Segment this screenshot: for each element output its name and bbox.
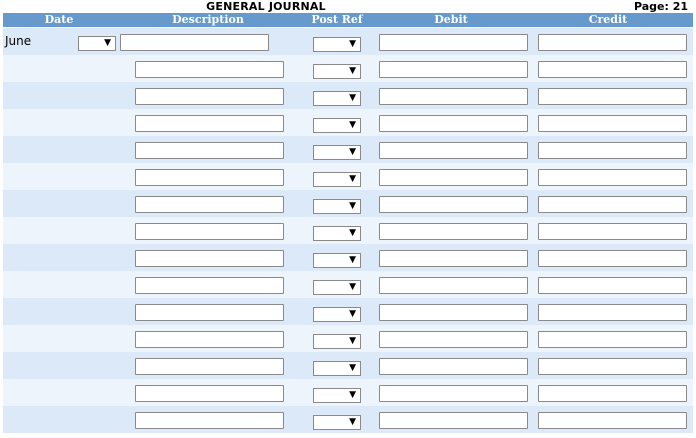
description-field[interactable]	[135, 250, 284, 267]
description-field[interactable]	[120, 34, 269, 51]
post-ref-select[interactable]	[313, 199, 361, 214]
column-header-debit: Debit	[434, 13, 468, 26]
journal-row	[3, 325, 693, 352]
journal-row	[3, 109, 693, 136]
description-field[interactable]	[135, 358, 284, 375]
journal-row	[3, 271, 693, 298]
credit-field[interactable]	[538, 196, 687, 213]
journal-rows	[3, 28, 693, 433]
title-bar	[0, 0, 696, 13]
column-header-credit: Credit	[588, 13, 628, 26]
description-field[interactable]	[135, 385, 284, 402]
description-field[interactable]	[135, 223, 284, 240]
column-header-description: Description	[172, 13, 244, 26]
column-header-post-ref: Post Ref	[311, 13, 363, 26]
post-ref-select[interactable]	[313, 307, 361, 322]
chevron-down-icon: ▼	[349, 309, 356, 319]
journal-title: GENERAL JOURNAL	[206, 0, 326, 13]
chevron-down-icon: ▼	[349, 228, 356, 238]
journal-row	[3, 55, 693, 82]
description-field[interactable]	[135, 61, 284, 78]
debit-field[interactable]	[379, 88, 528, 105]
column-header-date: Date	[44, 13, 74, 26]
month-label: June	[5, 34, 32, 48]
debit-field[interactable]	[379, 115, 528, 132]
post-ref-select[interactable]	[313, 172, 361, 187]
chevron-down-icon: ▼	[349, 147, 356, 157]
debit-field[interactable]	[379, 34, 528, 51]
credit-field[interactable]	[538, 115, 687, 132]
credit-field[interactable]	[538, 385, 687, 402]
chevron-down-icon: ▼	[349, 363, 356, 373]
journal-row	[3, 82, 693, 109]
post-ref-select[interactable]	[313, 280, 361, 295]
credit-field[interactable]	[538, 142, 687, 159]
journal-row	[3, 352, 693, 379]
credit-field[interactable]	[538, 169, 687, 186]
chevron-down-icon: ▼	[349, 390, 356, 400]
credit-field[interactable]	[538, 277, 687, 294]
post-ref-select[interactable]	[313, 226, 361, 241]
debit-field[interactable]	[379, 169, 528, 186]
description-field[interactable]	[135, 304, 284, 321]
description-field[interactable]	[135, 277, 284, 294]
credit-field[interactable]	[538, 304, 687, 321]
credit-field[interactable]	[538, 61, 687, 78]
chevron-down-icon: ▼	[349, 39, 356, 49]
credit-field[interactable]	[538, 250, 687, 267]
debit-field[interactable]	[379, 277, 528, 294]
chevron-down-icon: ▼	[349, 93, 356, 103]
debit-field[interactable]	[379, 61, 528, 78]
credit-field[interactable]	[538, 34, 687, 51]
chevron-down-icon: ▼	[349, 66, 356, 76]
debit-field[interactable]	[379, 196, 528, 213]
day-select[interactable]	[78, 36, 116, 51]
journal-row	[3, 298, 693, 325]
post-ref-select[interactable]	[313, 37, 361, 52]
debit-field[interactable]	[379, 250, 528, 267]
journal-row	[3, 217, 693, 244]
description-field[interactable]	[135, 169, 284, 186]
chevron-down-icon: ▼	[349, 336, 356, 346]
journal-row	[3, 379, 693, 406]
post-ref-select[interactable]	[313, 415, 361, 430]
journal-row	[3, 28, 693, 55]
post-ref-select[interactable]	[313, 334, 361, 349]
description-field[interactable]	[135, 115, 284, 132]
chevron-down-icon: ▼	[349, 282, 356, 292]
debit-field[interactable]	[379, 142, 528, 159]
description-field[interactable]	[135, 142, 284, 159]
chevron-down-icon: ▼	[349, 201, 356, 211]
journal-row	[3, 136, 693, 163]
page-number: Page: 21	[633, 0, 688, 13]
credit-field[interactable]	[538, 223, 687, 240]
chevron-down-icon: ▼	[349, 417, 356, 427]
credit-field[interactable]	[538, 358, 687, 375]
description-field[interactable]	[135, 88, 284, 105]
column-header-row	[3, 13, 693, 27]
credit-field[interactable]	[538, 412, 687, 429]
credit-field[interactable]	[538, 88, 687, 105]
journal-row	[3, 163, 693, 190]
credit-field[interactable]	[538, 331, 687, 348]
post-ref-select[interactable]	[313, 388, 361, 403]
debit-field[interactable]	[379, 223, 528, 240]
debit-field[interactable]	[379, 304, 528, 321]
post-ref-select[interactable]	[313, 145, 361, 160]
post-ref-select[interactable]	[313, 118, 361, 133]
post-ref-select[interactable]	[313, 253, 361, 268]
post-ref-select[interactable]	[313, 91, 361, 106]
post-ref-select[interactable]	[313, 64, 361, 79]
description-field[interactable]	[135, 196, 284, 213]
debit-field[interactable]	[379, 412, 528, 429]
journal-row	[3, 406, 693, 433]
journal-row	[3, 244, 693, 271]
description-field[interactable]	[135, 331, 284, 348]
debit-field[interactable]	[379, 331, 528, 348]
debit-field[interactable]	[379, 358, 528, 375]
description-field[interactable]	[135, 412, 284, 429]
chevron-down-icon: ▼	[349, 174, 356, 184]
chevron-down-icon: ▼	[104, 38, 111, 48]
debit-field[interactable]	[379, 385, 528, 402]
chevron-down-icon: ▼	[349, 255, 356, 265]
journal-row	[3, 190, 693, 217]
post-ref-select[interactable]	[313, 361, 361, 376]
chevron-down-icon: ▼	[349, 120, 356, 130]
